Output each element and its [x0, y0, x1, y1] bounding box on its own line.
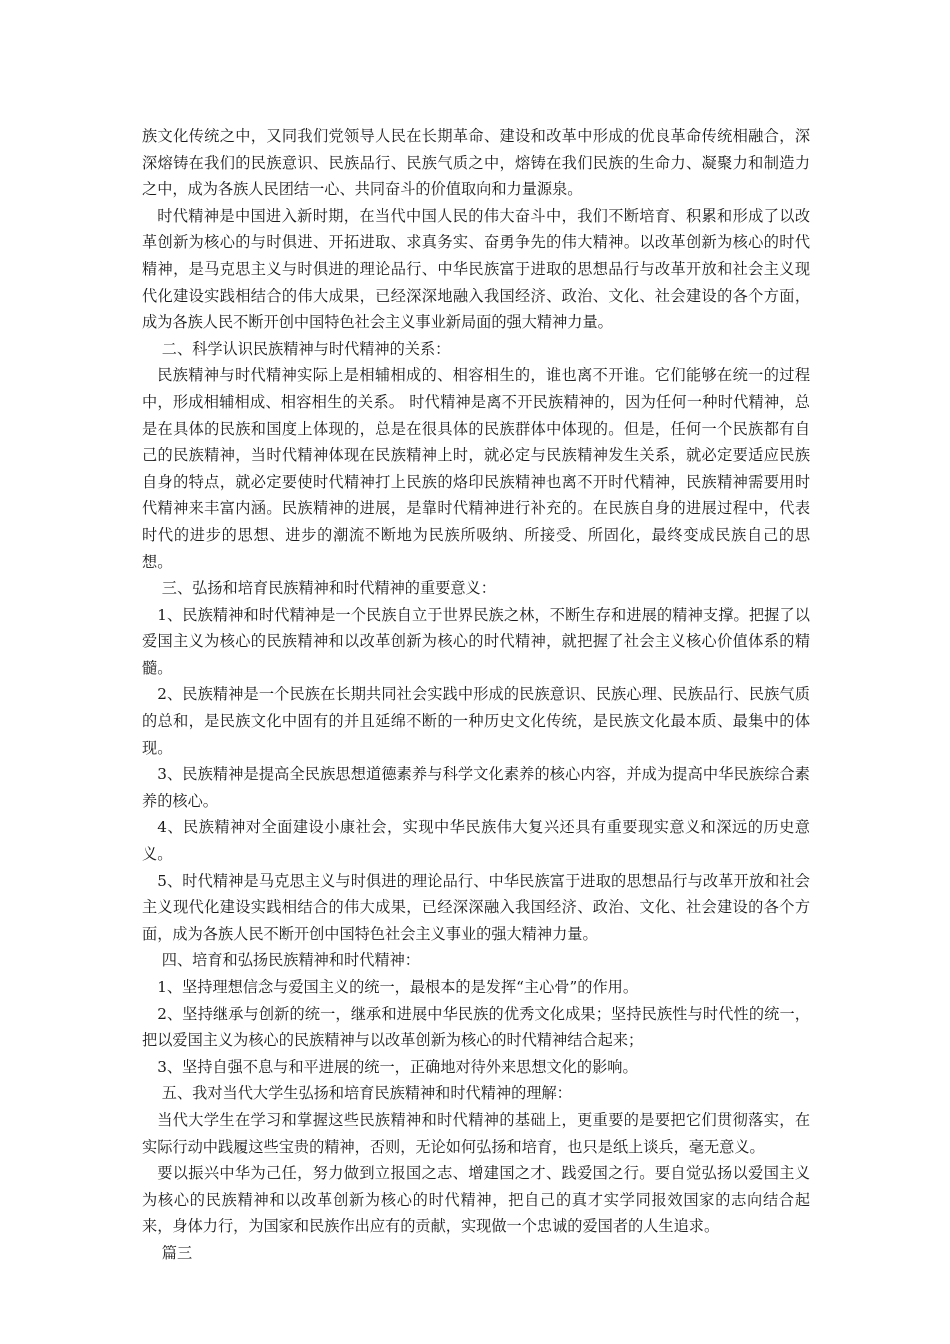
paragraph-students-1: 当代大学生在学习和掌握这些民族精神和时代精神的基础上，更重要的是要把它们贯彻落实，在实际行动中践履这些宝贵的精神，否则，无论如何弘扬和培育，也只是纸上谈兵，毫无意义。 — [142, 1110, 810, 1156]
list-item-significance-4: 4、民族精神对全面建设小康社会，实现中华民族伟大复兴还具有重要现实意义和深远的历史意义。 — [142, 818, 810, 864]
list-item-significance-5: 5、时代精神是马克思主义与时俱进的理论品行、中华民族富于进取的思想品行与改革开放和社会主义现代化建设实践相结合的伟大成果，已经深深融入我国经济、政治、文化、社会建设的各个方面，成为各族人民不断开创中国特色社会主义事业的强大精神力量。 — [142, 871, 810, 943]
paragraph-continuation: 族文化传统之中，又同我们党领导人民在长期革命、建设和改革中形成的优良革命传统相融合，深深熔铸在我们的民族意识、民族品行、民族气质之中，熔铸在我们民族的生命力、凝聚力和制造力之中，成为各族人民团结一心、共同奋斗的价值取向和力量源泉。 — [142, 127, 810, 199]
list-item-significance-3: 3、民族精神是提高全民族思想道德素养与科学文化素养的核心内容，并成为提高中华民族综合素养的核心。 — [142, 765, 810, 810]
list-item-cultivate-3: 3、坚持自强不息与和平进展的统一，正确地对待外来思想文化的影响。 — [157, 1057, 638, 1076]
list-item-significance-1: 1、民族精神和时代精神是一个民族自立于世界民族之林，不断生存和进展的精神支撑。把握了以爱国主义为核心的民族精神和以改革创新为核心的时代精神，就把握了社会主义核心价值体系的精髓。 — [142, 605, 810, 677]
paragraph-era-spirit: 时代精神是中国进入新时期，在当代中国人民的伟大奋斗中，我们不断培育、积累和形成了以改革创新为核心的与时俱进、开拓进取、求真务实、奋勇争先的伟大精神。以改革创新为核心的时代精神，是马克思主义与时俱进的理论品行、中华民族富于进取的思想品行与改革开放和社会主义现代化建设实践相结合的伟大成果，已经深深地融入我国经济、政治、文化、社会建设的各个方面，成为各族人民不断开创中国特色社会主义事业新局面的强大精神力量。 — [142, 206, 810, 332]
list-item-cultivate-2: 2、坚持继承与创新的统一，继承和进展中华民族的优秀文化成果；坚持民族性与时代性的统一，把以爱国主义为核心的民族精神与以改革创新为核心的时代精神结合起来； — [142, 1004, 810, 1050]
paragraph-students-2: 要以振兴中华为己任，努力做到立报国之志、增建国之才、践爱国之行。要自觉弘扬以爱国主义为核心的民族精神和以改革创新为核心的时代精神，把自己的真才实学同报效国家的志向结合起来，身体力行，为国家和民族作出应有的贡献，实现做一个忠诚的爱国者的人生追求。 — [142, 1164, 810, 1236]
section-heading-5: 五、我对当代大学生弘扬和培育民族精神和时代精神的理解： — [161, 1084, 572, 1103]
chapter-label: 篇三 — [161, 1243, 193, 1262]
section-heading-3: 三、弘扬和培育民族精神和时代精神的重要意义： — [161, 579, 496, 598]
document-page — [142, 123, 810, 1267]
list-item-significance-2: 2、民族精神是一个民族在长期共同社会实践中形成的民族意识、民族心理、民族品行、民族气质的总和，是民族文化中固有的并且延绵不断的一种历史文化传统，是民族文化最本质、最集中的体现。 — [142, 685, 810, 757]
paragraph-relationship: 民族精神与时代精神实际上是相辅相成的、相容相生的，谁也离不开谁。它们能够在统一的过程中，形成相辅相成、相容相生的关系。 时代精神是离不开民族精神的，因为任何一种时代精神，总是在具体的民族和国度上体现的，总是在很具体的民族群体中体现的。但是，任何一个民族都有自己的民族精神，当时代精神体现在民族精神上时，就必定与民族精神发生关系，就必定要适应民族自身的特点，就必定要使时代精神打上民族的烙印民族精神也离不开时代精神，民族精神需要用时代精神来丰富内涵。民族精神的进展，是靠时代精神进行补充的。在民族自身的进展过程中，代表时代的进步的思想、进步的潮流不断地为民族所吸纳、所接受、所固化，最终变成民族自己的思想。 — [142, 366, 810, 571]
section-heading-2: 二、科学认识民族精神与时代精神的关系： — [161, 339, 451, 358]
section-heading-4: 四、培育和弘扬民族精神和时代精神： — [161, 951, 420, 970]
list-item-cultivate-1: 1、坚持理想信念与爱国主义的统一，最根本的是发挥“主心骨”的作用。 — [157, 978, 639, 996]
